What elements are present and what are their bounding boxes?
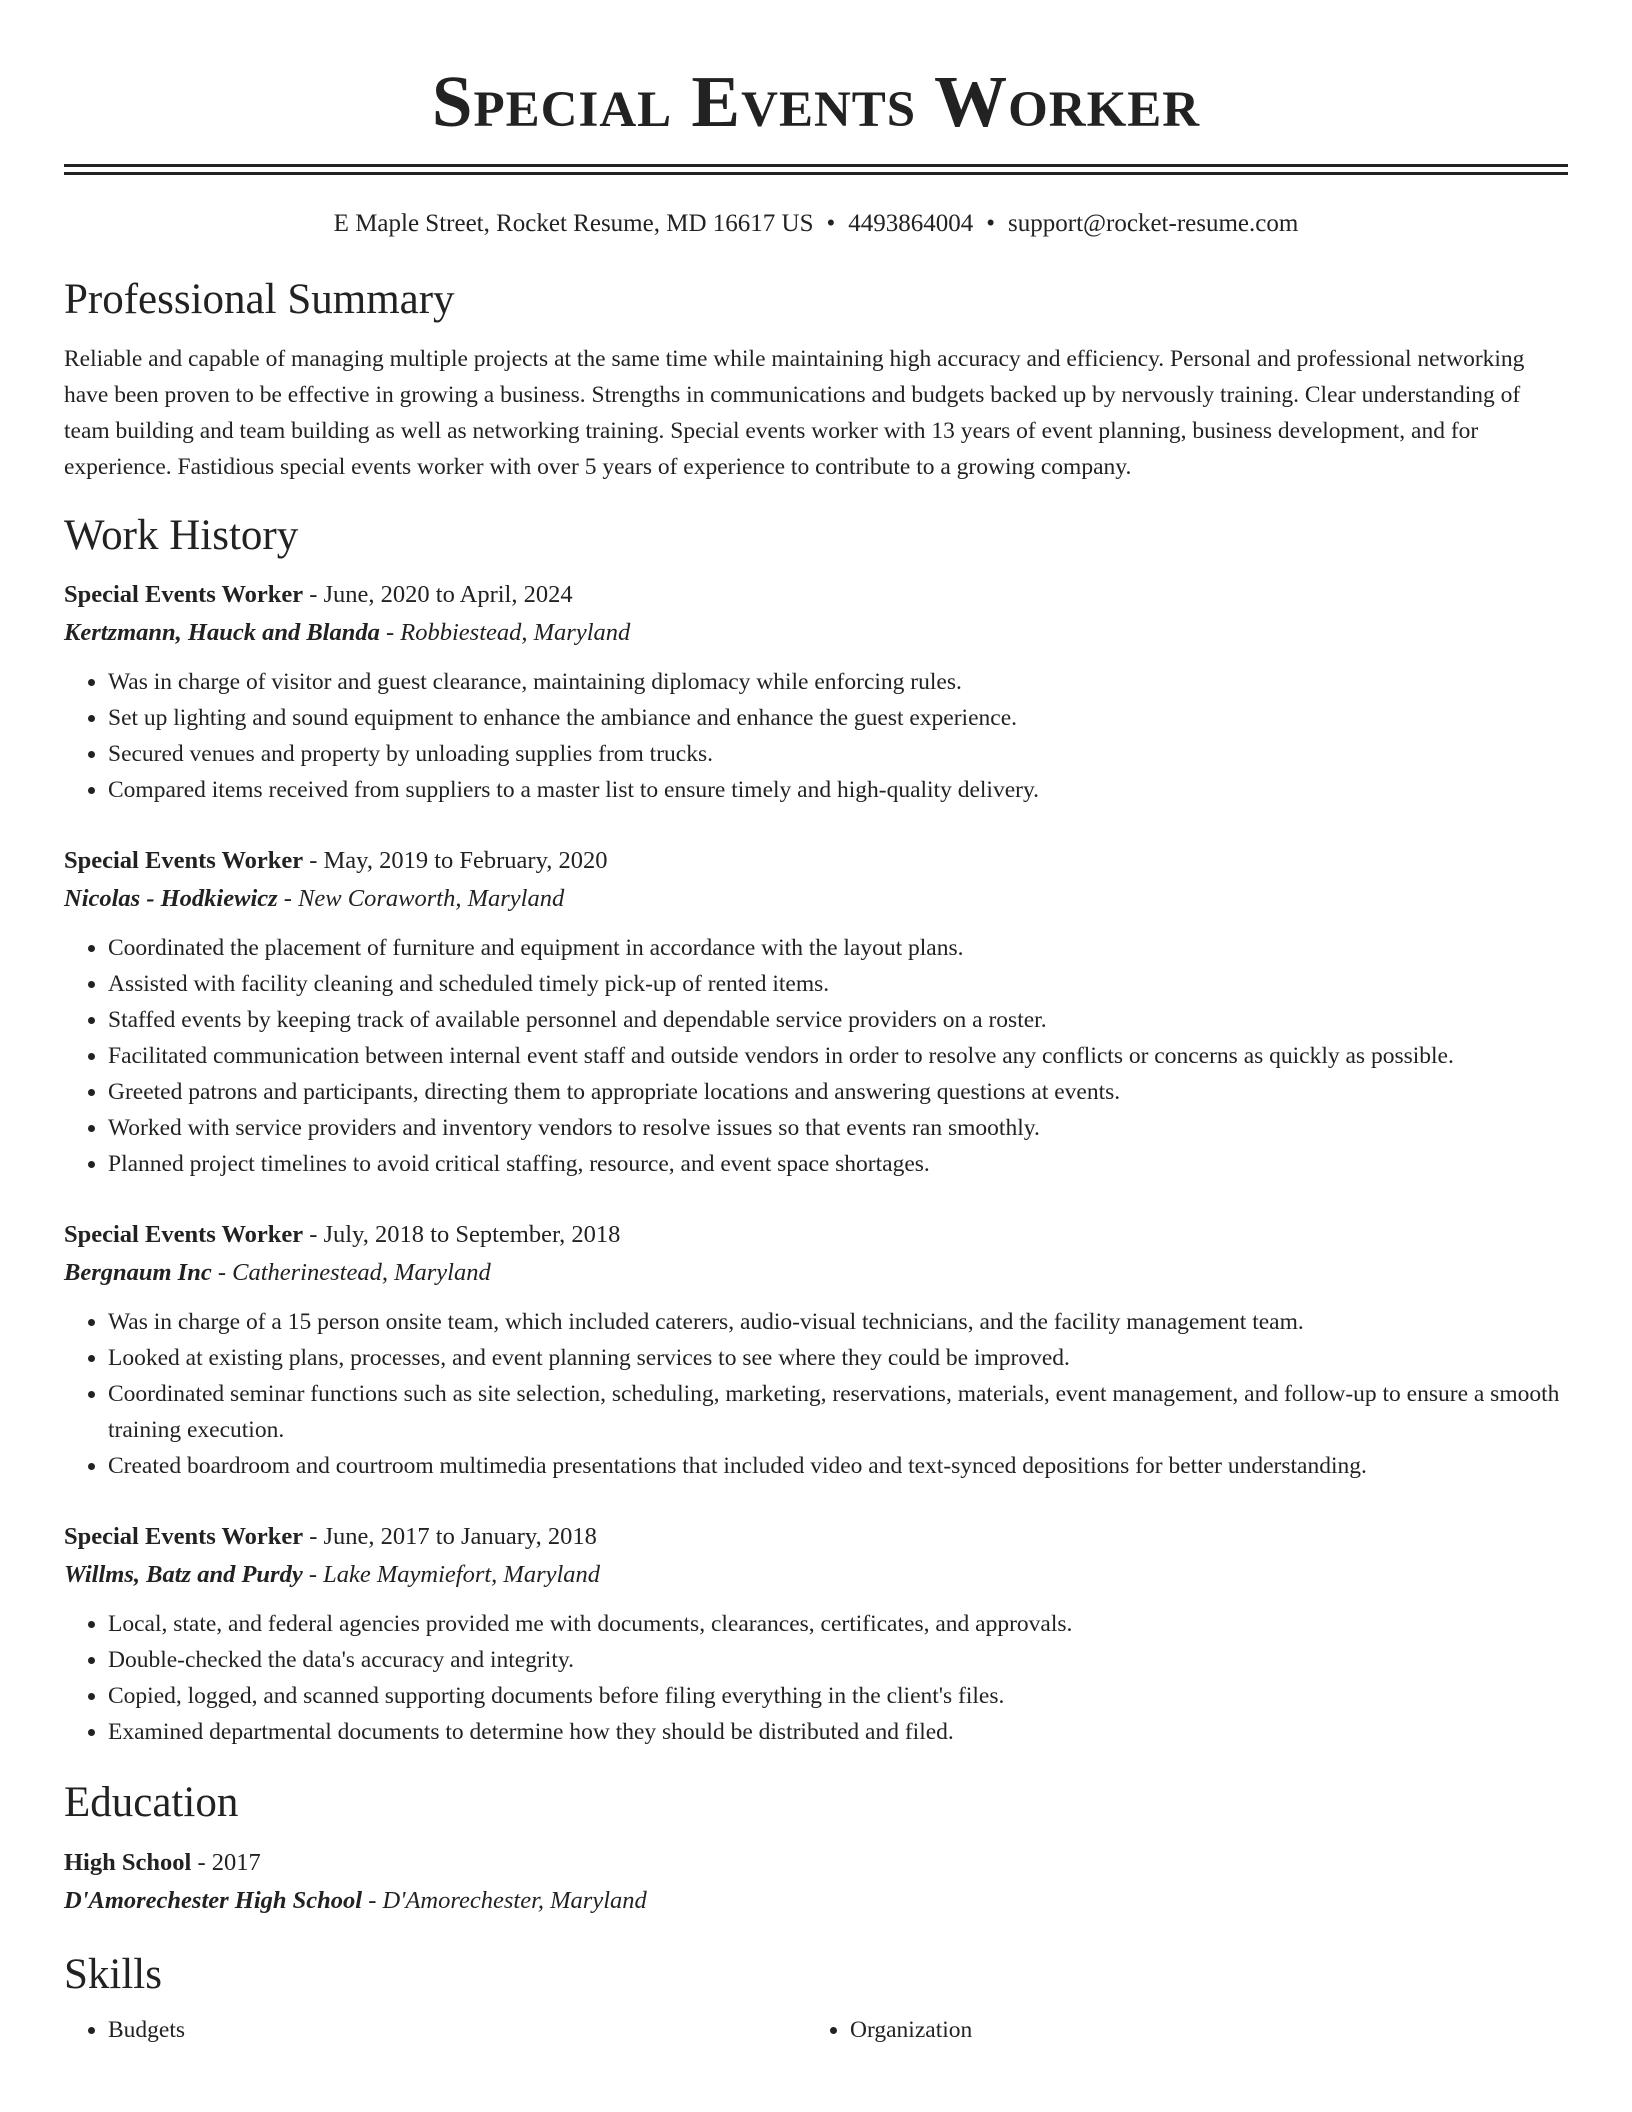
employer-name: Nicolas - Hodkiewicz (64, 885, 278, 912)
education-entry (64, 1844, 1568, 1920)
contact-separator: • (826, 210, 836, 237)
contact-line (64, 209, 1568, 239)
employer-location: - Catherinestead, Maryland (211, 1259, 491, 1286)
education-heading: Education (64, 1779, 239, 1826)
job-title-line (64, 576, 1568, 614)
job-title: Special Events Worker (64, 581, 304, 608)
job-bullets (64, 930, 1568, 1182)
job-title: Special Events Worker (64, 1221, 304, 1248)
page-title: Special Events Worker (431, 61, 1201, 142)
employer-location: - Robbiestead, Maryland (379, 619, 631, 646)
job-dates: - June, 2020 to April, 2024 (303, 581, 573, 608)
job-bullet: • Coordinated seminar functions such as site selection, scheduling, marketing, reservations, materials, event management, and follow-up to ensure a smooth training execution. (108, 1376, 1568, 1448)
job-bullet: • Secured venues and property by unloading supplies from trucks. (108, 736, 1568, 772)
employer-line (64, 614, 1568, 652)
job-bullets (64, 1304, 1568, 1484)
job-entry (64, 842, 1568, 1182)
job-entry (64, 576, 1568, 808)
contact-email: support@rocket-resume.com (1008, 210, 1299, 237)
job-title-line (64, 842, 1568, 880)
job-entry (64, 1216, 1568, 1484)
employer-name: Kertzmann, Hauck and Blanda (64, 619, 380, 646)
job-bullet: • Worked with service providers and inventory vendors to resolve issues so that events ran smoothly. (108, 1110, 1568, 1146)
employer-location: - Lake Maymiefort, Maryland (302, 1561, 601, 1588)
job-bullet: • Copied, logged, and scanned supporting documents before filing everything in the client's files. (108, 1678, 1568, 1714)
employer-line (64, 1254, 1568, 1292)
job-bullet: • Staffed events by keeping track of available personnel and dependable service providers on a roster. (108, 1002, 1568, 1038)
employer-name: Willms, Batz and Purdy (64, 1561, 303, 1588)
employer-location: - New Coraworth, Maryland (277, 885, 565, 912)
job-bullets (64, 1606, 1568, 1750)
degree: High School (64, 1849, 192, 1876)
school-name: D'Amorechester High School (64, 1887, 363, 1914)
job-bullet: • Greeted patrons and participants, directing them to appropriate locations and answering questions at events. (108, 1074, 1568, 1110)
employer-name: Bergnaum Inc (64, 1259, 212, 1286)
job-bullets (64, 664, 1568, 808)
title-double-rule (64, 164, 1568, 175)
job-bullet: • Created boardroom and courtroom multimedia presentations that included video and text-synced depositions for better understanding. (108, 1448, 1568, 1484)
school-location: - D'Amorechester, Maryland (362, 1887, 647, 1914)
job-title: Special Events Worker (64, 847, 304, 874)
summary-text: Reliable and capable of managing multiple projects at the same time while maintaining high accuracy and efficiency. Personal and professional networking have been proven to be effective in growing a business. Strengths in communications and budgets backed up by nervously training. Clear understanding of team building and team building as well as networking training. Special events worker with 13 years of event planning, business development, and for experience. Fastidious special events worker with over 5 years of experience to contribute to a growing company. (64, 346, 1525, 480)
job-bullet: • Set up lighting and sound equipment to enhance the ambiance and enhance the guest experience. (108, 700, 1568, 736)
job-dates: - July, 2018 to September, 2018 (303, 1221, 621, 1248)
summary-heading: Professional Summary (64, 276, 455, 323)
job-title-line (64, 1518, 1568, 1556)
contact-phone: 4493864004 (848, 210, 974, 237)
skills-heading: Skills (64, 1951, 162, 1998)
skills-list (64, 2012, 1568, 2048)
skills-column-right (806, 2012, 1548, 2048)
employer-line (64, 1556, 1568, 1594)
job-bullet: • Was in charge of a 15 person onsite team, which included caterers, audio-visual technicians, and the facility management team. (108, 1304, 1568, 1340)
skill-item: • Budgets (108, 2012, 806, 2048)
job-bullet: • Double-checked the data's accuracy and integrity. (108, 1642, 1568, 1678)
contact-separator: • (986, 210, 996, 237)
degree-line (64, 1844, 1568, 1882)
job-bullet: • Local, state, and federal agencies provided me with documents, clearances, certificates, and approvals. (108, 1606, 1568, 1642)
contact-address: E Maple Street, Rocket Resume, MD 16617 US (333, 210, 814, 237)
graduation-year: - 2017 (191, 1849, 261, 1876)
job-dates: - June, 2017 to January, 2018 (303, 1523, 597, 1550)
job-bullet: • Facilitated communication between internal event staff and outside vendors in order to resolve any conflicts or concerns as quickly as possible. (108, 1038, 1568, 1074)
employer-line (64, 880, 1568, 918)
job-bullet: • Assisted with facility cleaning and scheduled timely pick-up of rented items. (108, 966, 1568, 1002)
job-bullet: • Planned project timelines to avoid critical staffing, resource, and event space shortages. (108, 1146, 1568, 1182)
job-dates: - May, 2019 to February, 2020 (303, 847, 608, 874)
job-bullet: • Coordinated the placement of furniture and equipment in accordance with the layout plans. (108, 930, 1568, 966)
job-bullet: • Compared items received from suppliers to a master list to ensure timely and high-quality delivery. (108, 772, 1568, 808)
resume-page (64, 0, 1568, 2048)
job-title-line (64, 1216, 1568, 1254)
school-line (64, 1882, 1568, 1920)
job-title: Special Events Worker (64, 1523, 304, 1550)
job-entry (64, 1518, 1568, 1750)
skills-column-left (64, 2012, 806, 2048)
job-bullet: • Examined departmental documents to determine how they should be distributed and filed. (108, 1714, 1568, 1750)
skill-item: • Organization (850, 2012, 1548, 2048)
job-bullet: • Looked at existing plans, processes, and event planning services to see where they could be improved. (108, 1340, 1568, 1376)
work-history-heading: Work History (64, 512, 299, 559)
job-bullet: • Was in charge of visitor and guest clearance, maintaining diplomacy while enforcing rules. (108, 664, 1568, 700)
